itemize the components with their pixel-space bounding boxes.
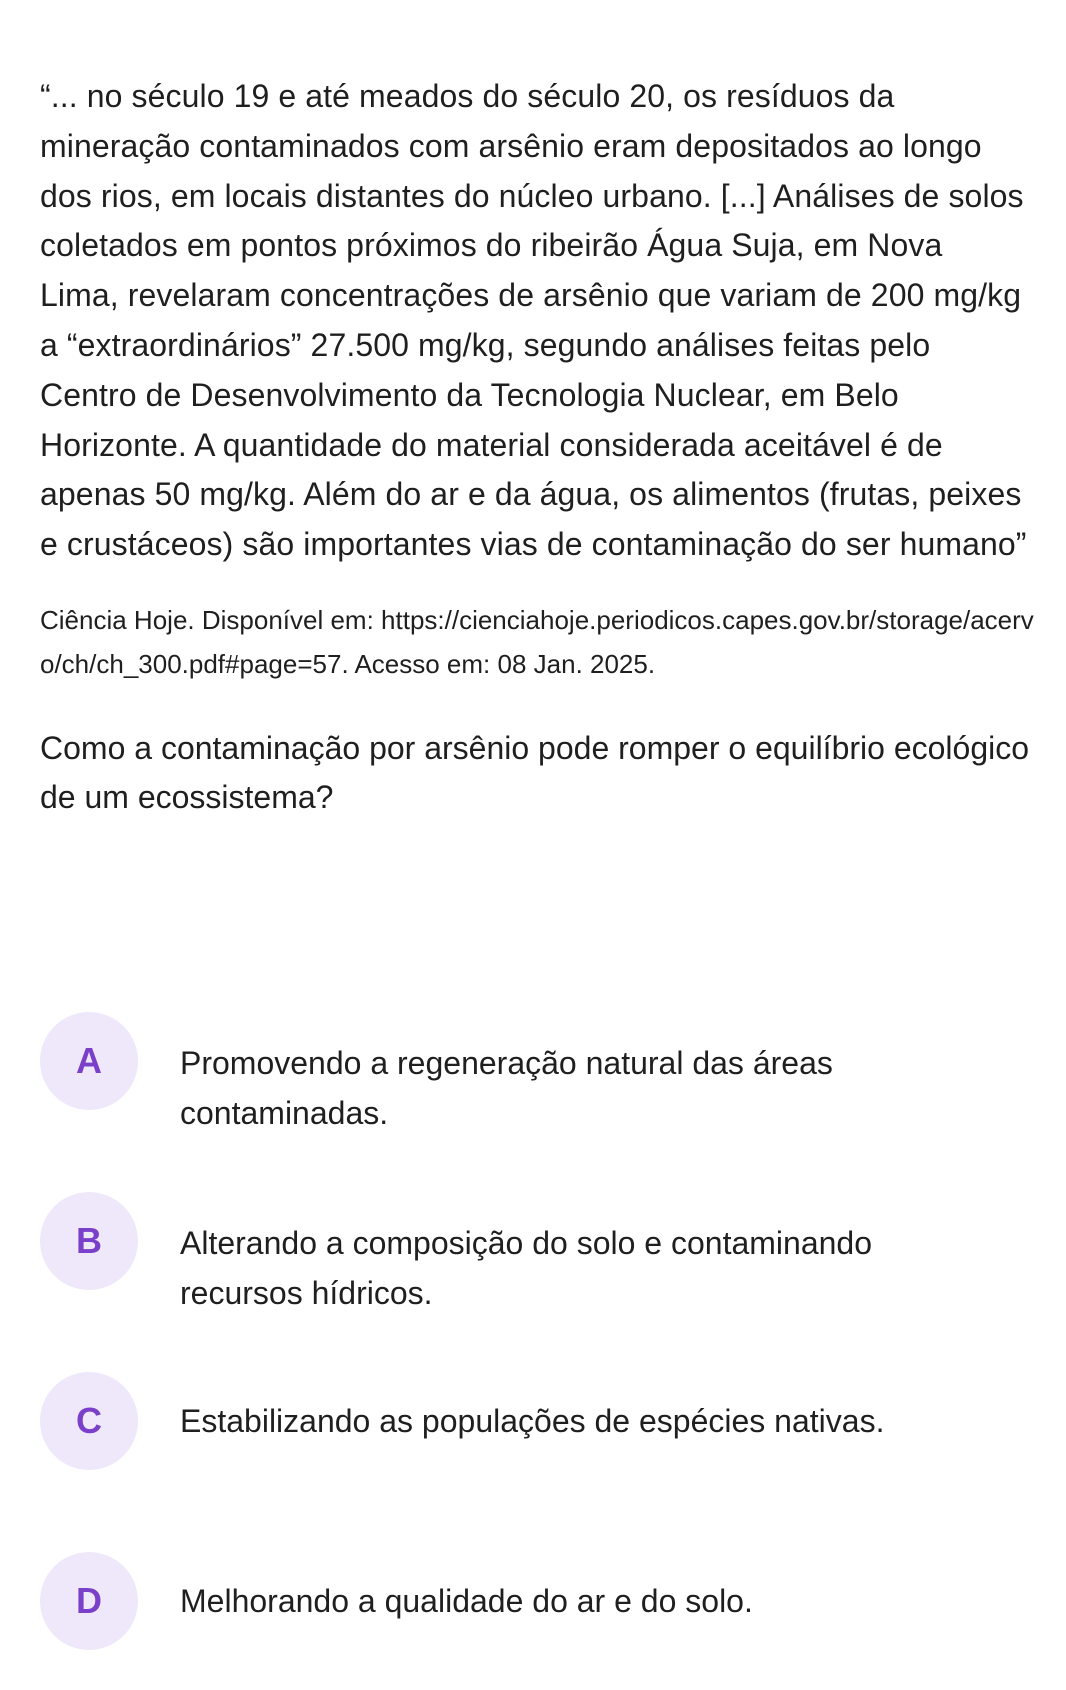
passage-text: “... no século 19 e até meados do século 20, os resíduos da mineração contaminados com arsênio eram depositados ao longo dos rios, em locais distantes do núcleo urbano. [...] Análises de solos coletados em pontos próximos do ribeirão Água Suja, em Nova Lima, revelaram concentrações de arsênio que variam de 200 mg/kg a “extraordinários” 27.500 mg/kg, segundo análises feitas pelo Centro de Desenvolvimento da Tecnologia Nuclear, em Belo Horizonte. A quantidade do material considerada aceitável é de apenas 50 mg/kg. Além do ar e da água, os alimentos (frutas, peixes e crustáceos) são importantes vias de contaminação do ser humano”	[40, 78, 1027, 563]
option-b-letter: B	[76, 1220, 102, 1261]
option-a-letter: A	[76, 1040, 102, 1081]
option-b-text[interactable]: Alterando a composição do solo e contaminando recursos hídricos.	[180, 1225, 872, 1311]
source-citation: Ciência Hoje. Disponível em: https://cienciahoje.periodicos.capes.gov.br/storage/acervo/ch/ch_300.pdf#page=57. Acesso em: 08 Jan. 2025.	[40, 604, 1034, 679]
option-c-text[interactable]: Estabilizando as populações de espécies nativas.	[180, 1403, 885, 1439]
option-d-text[interactable]: Melhorando a qualidade do ar e do solo.	[180, 1583, 753, 1619]
option-a-text[interactable]: Promovendo a regeneração natural das áreas contaminadas.	[180, 1045, 833, 1131]
option-d-badge[interactable]	[40, 1552, 138, 1650]
option-a-badge[interactable]	[40, 1012, 138, 1110]
option-c-badge[interactable]	[40, 1372, 138, 1470]
option-b-badge[interactable]	[40, 1192, 138, 1290]
question-text: Como a contaminação por arsênio pode romper o equilíbrio ecológico de um ecossistema?	[40, 729, 1030, 815]
option-d-letter: D	[76, 1580, 102, 1621]
option-c-letter: C	[76, 1400, 102, 1441]
